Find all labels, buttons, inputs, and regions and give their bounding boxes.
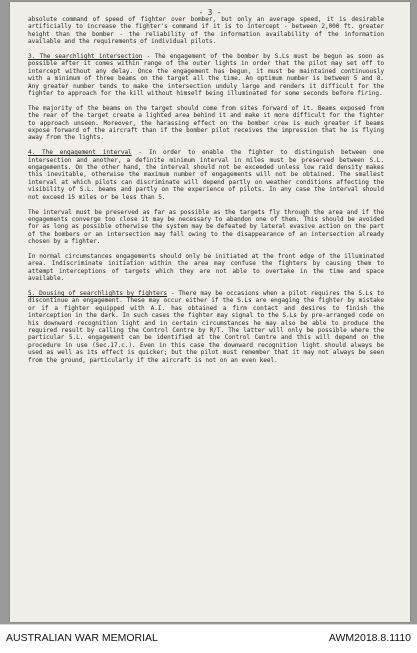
page-number: - 3 - — [198, 8, 222, 17]
paragraph-gap — [28, 283, 384, 290]
section-heading: 4. The engagement interval — [28, 149, 132, 157]
paragraph-gap — [28, 46, 384, 53]
footer-accession-number: AWM2018.8.1110 — [328, 632, 411, 644]
document-body — [28, 16, 384, 364]
section-heading: 3. The searchlight intersection — [28, 53, 143, 61]
section-body: In normal circumstances engagements should only be initiated at the front edge of the illuminated area. Indiscriminate initiation within the area may confuse the fighters by causing them to attempt interceptions of targets which they are not able to overtake in the time and space available. — [28, 252, 384, 283]
document-page — [10, 2, 410, 622]
paragraph-gap — [28, 142, 384, 149]
section-beams-paragraph — [28, 105, 384, 142]
section-normal-circumstances — [28, 253, 384, 283]
intro-paragraph: absolute command of speed of fighter over bomber, but only an average speed, it is desirable artificially to increase the fighter's command if it is to intercept - between 2,000 ft. greater height than the bomber - the reliability of the information availability of the information available and the requirements of individual pilots. — [28, 16, 384, 46]
section-engagement-interval — [28, 149, 384, 201]
section-dousing-searchlights — [28, 290, 384, 364]
section-interval-preserved — [28, 209, 384, 246]
paragraph-gap — [28, 97, 384, 104]
section-heading: 5. Dousing of searchlights by fighters — [28, 289, 167, 297]
section-body: The interval must be preserved as far as possible as the targets fly through the area and if the engagements converge too close it may be necessary to abandon one of them. This should be avoided for as long as possible otherwise the system may be defeated by lateral evasive action on the part of the bombers or an intersection may fall owing to the disappearance of an intersection already chosen by a fighter. — [28, 208, 384, 246]
section-body: - There may be occasions when a pilot requires the S.Ls to discontinue an engagement. These may occur either if the S.Ls are engaging the fighter by mistake or if a fighter equipped with A.I. has obtained a firm contact and desires to finish the interception in the dark. In such cases the fighter may signal to the S.Ls by pre-arranged code on his downward recognition light and in certain circumstances he may also be able to produce the required result by calling the Control Centre by R/T. The latter will only be possible where the particular S.L. engagement can be identified at the Control Centre and this will depend on the procedure in use (Sec.17.c.). Even in this case the downward recognition light should always be used as well as its effect is quicker; but the pilot must remember that it may not always be seen from the ground, particularly if the aircraft is not on an even keel. — [28, 289, 384, 364]
section-searchlight-intersection — [28, 53, 384, 97]
archive-footer — [0, 624, 417, 653]
paragraph-gap — [28, 246, 384, 253]
paragraph-gap — [28, 201, 384, 208]
section-body: - The engagement of the bomber by S.Ls must be begun as soon as possible after it comes within range of the outer lights in order that the pilot may set off to intercept without any delay. Once the engagement has begun, it must be maintained continuously with a minimum of three beams on the target all the time. An optimum number is between 5 and 8. Any greater number tends to make the intersection unduly large and renders it difficult for the fighter to approach for the kill without himself being illuminated for some seconds before firing. — [28, 53, 384, 98]
section-body: - In order to enable the fighter to distinguish between one intersection and another, a definite minimum interval in miles must be preserved between S.L. engagements. On the other hand, the interval should not be exceeded unless low raid density makes this inevitable, otherwise the maximum number of engagements will not be obtained. The smallest interval at which pilots can discriminate will depend partly on weather conditions affecting the visibility of S.L. beams and partly on the experience of pilots. In any case the interval should not exceed 15 miles or be less than 5. — [28, 149, 384, 201]
footer-institution: AUSTRALIAN WAR MEMORIAL — [6, 632, 158, 644]
section-body: The majority of the beams on the target should come from sites forward of it. Beams exposed from the rear of the target create a lighted area behind it and make it more difficult for the fighter to approach unseen. Moreover, the harassing effect on the bomber crew is much greater if beams expose forward of the aircraft than if the bomber pilot receives the impression that he is flying away from the lights. — [28, 104, 384, 142]
